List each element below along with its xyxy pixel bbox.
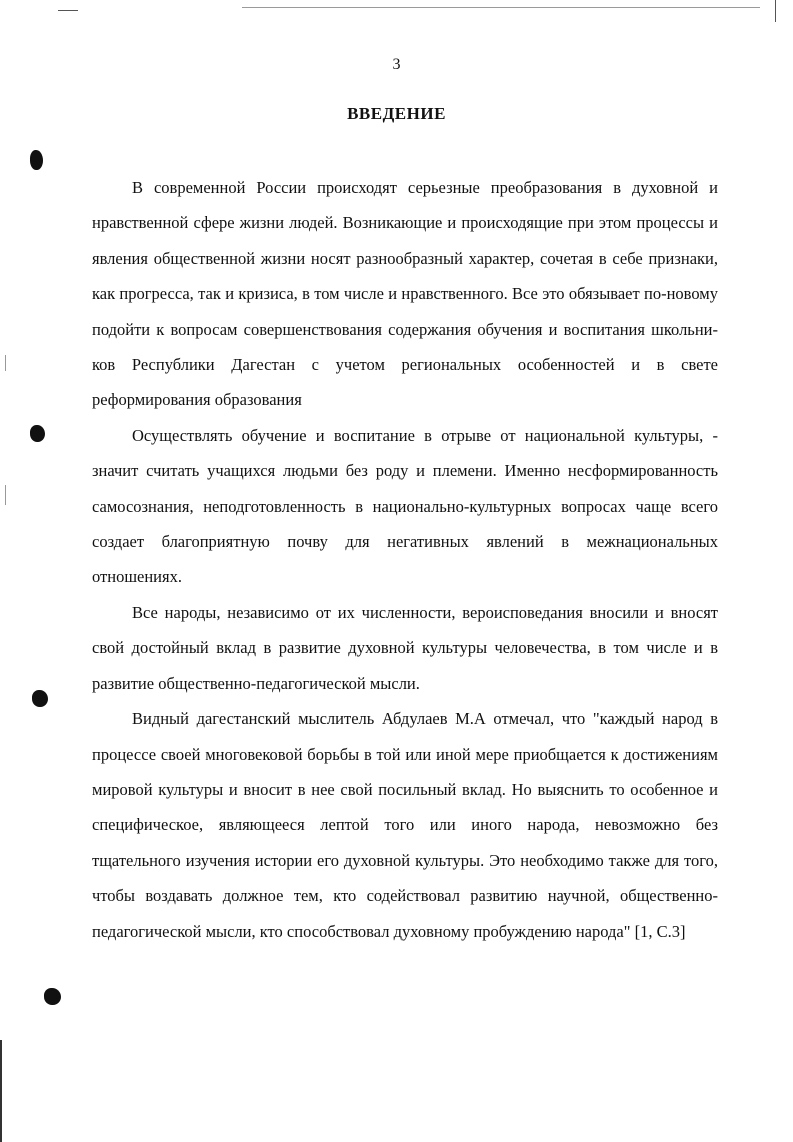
section-heading: ВВЕДЕНИЕ xyxy=(347,104,446,123)
scan-edge-left-3 xyxy=(0,1040,2,1142)
paragraph-4: Видный дагестанский мыслитель Абдулаев М.А отмечал, что "каждый народ в процессе своей многовековой борьбы в той или иной мере приобщается к достижениям мировой культуры и вносит в нее свой посильный вклад. Но выяснить то особенное и специфическое, являющееся лептой того или иного народа, невозможно без тщательного изучения истории его духовной культуры. Это необходимо также для того, чтобы воздавать должное тем, кто содействовал развитию научной, общественно-педагогической мысли, кто способствовал духовному пробуждению народа" [1, С.3] xyxy=(92,709,718,941)
binding-hole-2 xyxy=(30,425,45,442)
scan-edge-top-left xyxy=(58,10,78,11)
scan-edge-right xyxy=(775,0,776,22)
binding-hole-3 xyxy=(32,690,48,707)
binding-hole-1 xyxy=(30,150,43,170)
page-number: 3 xyxy=(392,56,401,73)
scan-edge-left-1 xyxy=(5,355,6,371)
scan-edge-top xyxy=(242,7,760,8)
binding-hole-4 xyxy=(44,988,61,1005)
body-text xyxy=(92,170,718,949)
paragraph-3: Все народы, независимо от их численности, вероисповедания вносили и вносят свой достойный вклад в развитие духовной культуры человечества, в том числе и в развитие общественно-педагогической мысли. xyxy=(92,602,718,693)
scan-edge-left-2 xyxy=(5,485,6,505)
paragraph-2: Осуществлять обучение и воспитание в отрыве от национальной культуры, - значит считать учащихся людьми без роду и племени. Именно несформированность самосознания, неподготовленность в национально-культурных вопросах чаще всего создает благоприятную почву для негативных явлений в межнациональных отношениях. xyxy=(92,425,718,587)
paragraph-1: В современной России происходят серьезные преобразования в духовной и нравственной сфере жизни людей. Возникающие и происходящие при этом процессы и явления общественной жизни носят разнообразный характер, сочетая в себе признаки, как прогресса, так и кризиса, в том числе и нравственного. Все это обязывает по-новому подойти к вопросам совершенствования содержания обучения и воспитания школьников Республики Дагестан с учетом региональных особенностей и в свете реформирования образования xyxy=(92,178,718,410)
